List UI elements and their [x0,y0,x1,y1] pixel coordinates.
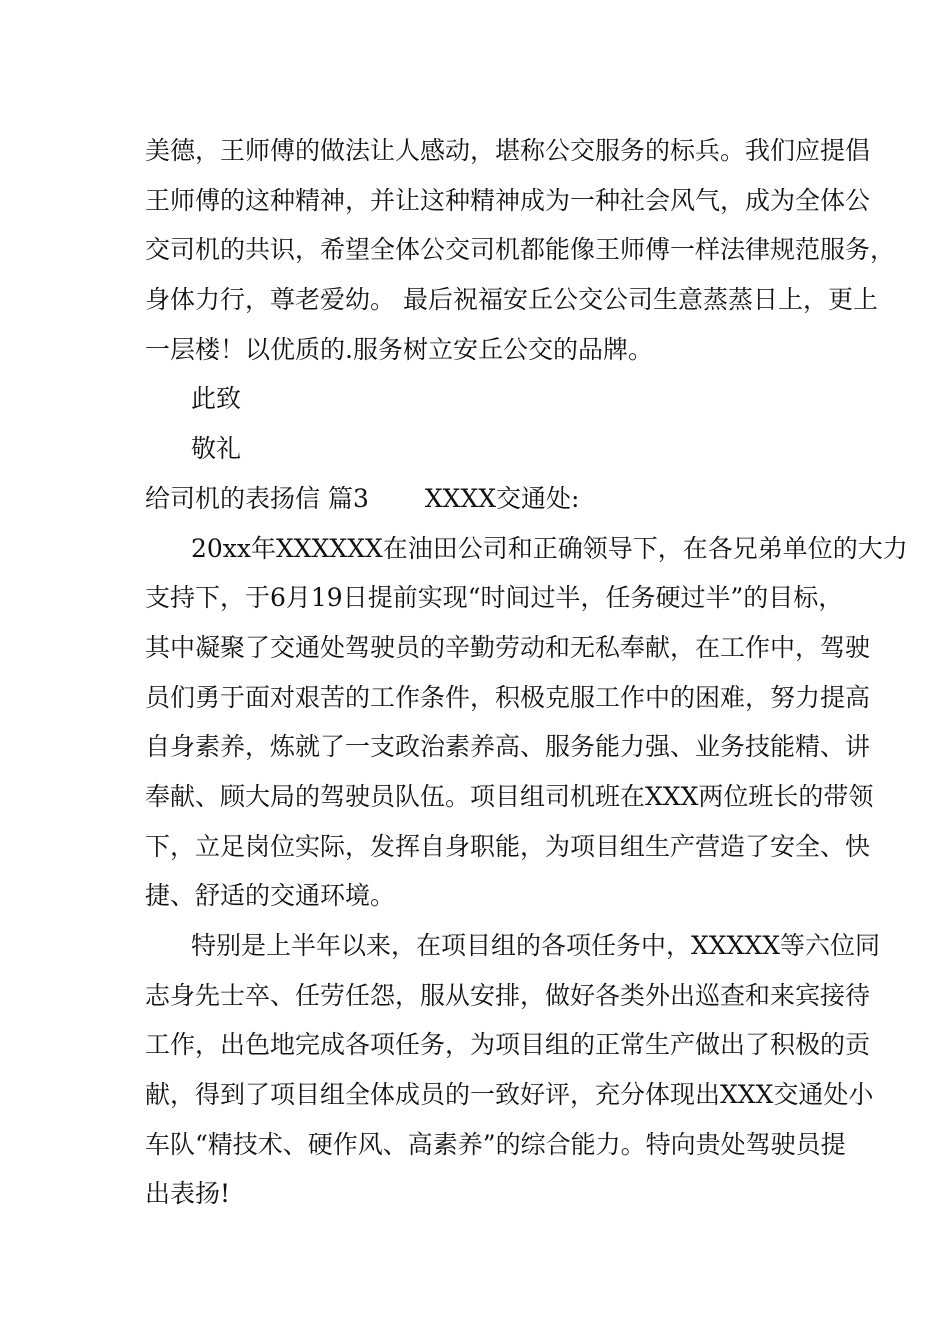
paragraph-line: 志身先士卒、任劳任怨，服从安排，做好各类外出巡查和来宾接待 [145,980,871,1010]
paragraph-line: 支持下，于6月19日提前实现“时间过半，任务硬过半”的目标， [145,583,844,613]
paragraph-line: 王师傅的这种精神，并让这种精神成为一种社会风气，成为全体公 [145,185,871,215]
paragraph-line: 20xx年XXXXXX在油田公司和正确领导下，在各兄弟单位的大力 [191,533,908,563]
letter-heading [145,474,825,524]
closing-salutation: 此致 [191,384,242,414]
document-body [145,126,908,1219]
paragraph-line: 员们勇于面对艰苦的工作条件，积极克服工作中的困难，努力提高 [145,682,871,712]
paragraph-line: 其中凝聚了交通处驾驶员的辛勤劳动和无私奉献，在工作中，驾驶 [145,632,871,662]
paragraph-line: 交司机的共识，希望全体公交司机都能像王师傅一样法律规范服务， [145,235,896,265]
paragraph-line: 身体力行，尊老爱幼。 最后祝福安丘公交公司生意蒸蒸日上，更上 [145,285,878,315]
paragraph-line: 工作，出色地完成各项任务，为项目组的正常生产做出了积极的贡 [145,1030,871,1060]
paragraph-line: 捷、舒适的交通环境。 [145,881,396,911]
paragraph-line: 出表扬! [145,1179,231,1209]
paragraph-line: 特别是上半年以来，在项目组的各项任务中，XXXXX等六位同 [191,931,880,960]
paragraph-line: 自身素养，炼就了一支政治素养高、服务能力强、业务技能精、讲 [145,732,871,762]
paragraph-line: 车队“精技术、硬作风、高素养”的综合能力。特向贵处驾驶员提 [145,1129,846,1159]
paragraph-line: 奉献、顾大局的驾驶员队伍。项目组司机班在XXX两位班长的带领 [145,781,874,811]
paragraph-line: 美德，王师傅的做法让人感动，堪称公交服务的标兵。我们应提倡 [145,136,871,165]
closing-regards: 敬礼 [191,434,242,464]
paragraph-line: 下，立足岗位实际，发挥自身职能，为项目组生产营造了安全、快 [145,831,871,861]
letter-title: 给司机的表扬信 篇3 [145,483,369,513]
paragraph-line: 献，得到了项目组全体成员的一致好评，充分体现出XXX交通处小 [145,1080,874,1110]
letter-recipient: XXXX交通处: [424,483,580,513]
paragraph-line: 一层楼！以优质的.服务树立安丘公交的品牌。 [145,334,653,364]
